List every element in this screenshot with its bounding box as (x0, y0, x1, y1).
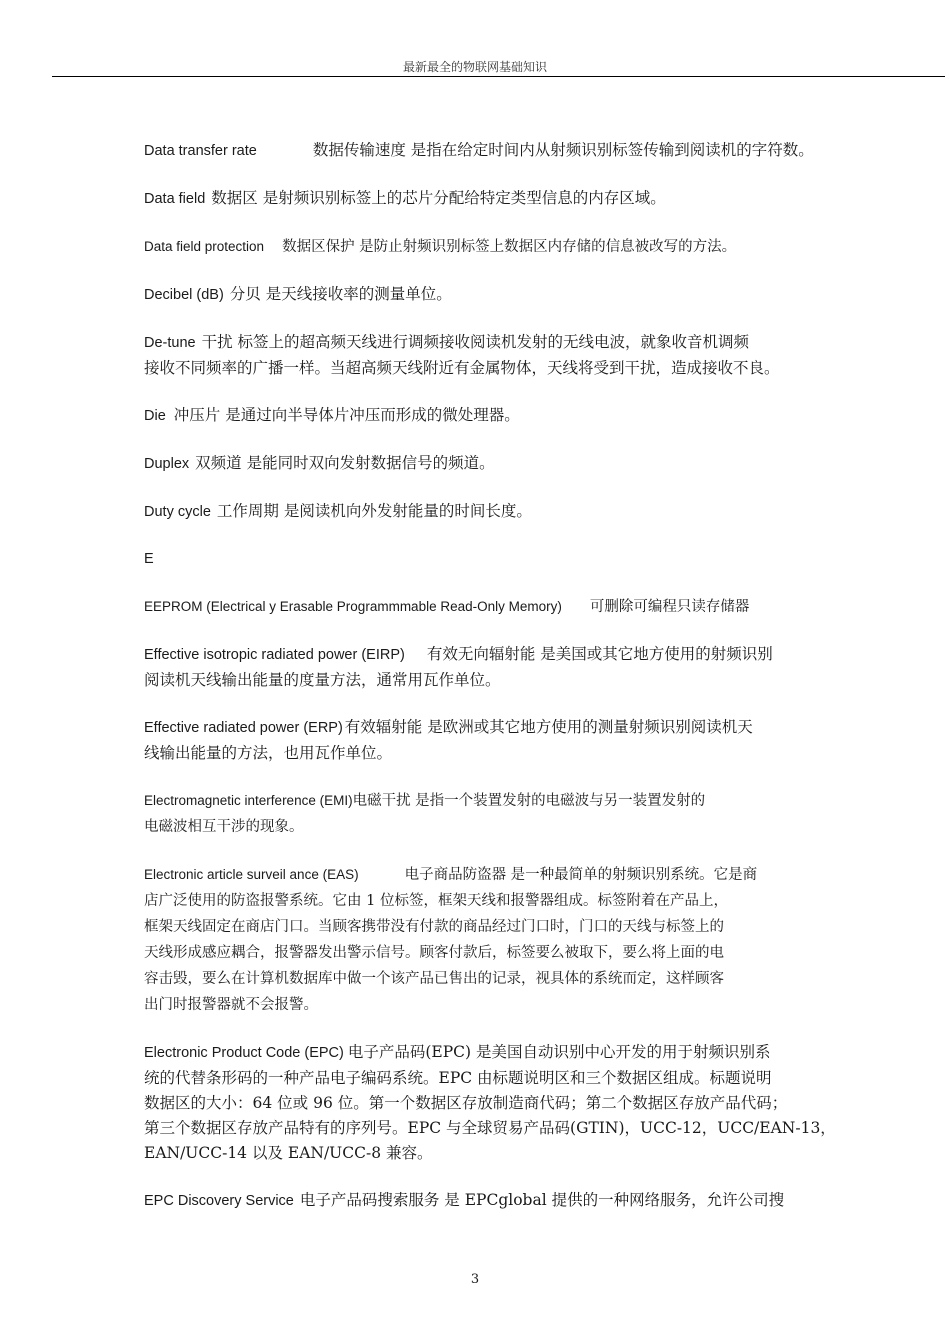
header-rule (52, 76, 945, 77)
entry-term: De-tune (144, 335, 196, 351)
glossary-entry-de-tune (144, 330, 904, 381)
glossary-content (144, 138, 904, 1236)
entry-definition: 分贝 是天线接收率的测量单位。 (229, 285, 452, 303)
glossary-entry-eirp (144, 642, 904, 693)
glossary-entry-die (144, 403, 904, 429)
glossary-entry-epc-discovery-service (144, 1188, 904, 1214)
page-number: 3 (470, 1272, 480, 1287)
entry-term: Effective isotropic radiated power (EIRP) (144, 647, 405, 663)
entry-term: Electronic Product Code (EPC) (144, 1045, 344, 1061)
entry-definition: 电子产品码(EPC) 是美国自动识别中心开发的用于射频识别系 统的代替条形码的一种产品电子编码系统。EPC 由标题说明区和三个数据区组成。标题说明 数据区的大小：64 位或 96 位。第一个数据区存放制造商代码；第二个数据区存放产品代码； 第三个数据区存放产品特有的序列号。EPC 与全球贸易产品码(GTIN)，UCC-12，UCC/EAN-13， EAN/UCC-14 以及 EAN/UCC-8 兼容。 (144, 1043, 836, 1162)
page-header (0, 58, 950, 75)
entry-term: Duty cycle (144, 504, 211, 520)
glossary-entry-eas (144, 862, 904, 1018)
entry-term: Duplex (144, 456, 190, 472)
entry-definition: 冲压片 是通过向半导体片冲压而形成的微处理器。 (173, 406, 520, 424)
entry-definition: 有效辐射能 是欧洲或其它地方使用的测量射频识别阅读机天 线输出能量的方法，也用瓦作单位。 (144, 718, 753, 762)
entry-definition: 有效无向辐射能 是美国或其它地方使用的射频识别 阅读机天线输出能量的度量方法，通常用瓦作单位。 (144, 645, 773, 689)
entry-definition: 电子商品防盗器 是一种最简单的射频识别系统。它是商 店广泛使用的防盗报警系统。它由 1 位标签，框架天线和报警器组成。标签附着在产品上， 框架天线固定在商店门口。当顾客携带没有付款的商品经过门口时，门口的天线与标签上的 天线形成感应耦合，报警器发出警示信号。顾客付款后，标签要么被取下，要么将上面的电 容击毁，要么在计算机数据库中做一个该产品已售出的记录，视具体的系统而定，这样顾客 出门时报警器就不会报警。 (144, 867, 758, 1013)
entry-term: Data field protection (144, 239, 265, 254)
entry-definition: 可删除可编程只读存储器 (589, 599, 750, 615)
entry-definition: 数据区保护 是防止射频识别标签上数据区内存储的信息被改写的方法。 (282, 239, 737, 255)
entry-term: Electromagnetic interference (EMI) (144, 793, 353, 808)
glossary-entry-data-field (144, 186, 904, 212)
glossary-entry-epc (144, 1040, 904, 1166)
entry-definition: 数据区 是射频识别标签上的芯片分配给特定类型信息的内存区域。 (211, 189, 666, 207)
glossary-entry-erp (144, 715, 904, 766)
entry-term: Die (144, 408, 166, 424)
glossary-entry-eeprom (144, 594, 904, 620)
entry-term: EEPROM (Electrical y Erasable Programmmable Read-Only Memory) (144, 599, 562, 614)
entry-definition: 工作周期 是阅读机向外发射能量的时间长度。 (216, 502, 532, 520)
glossary-entry-duty-cycle (144, 499, 904, 525)
entry-definition: 电磁干扰 是指一个装置发射的电磁波与另一装置发射的 电磁波相互干涉的现象。 (144, 793, 706, 835)
section-letter: E (144, 551, 154, 567)
entry-term: Data field (144, 191, 206, 207)
entry-term: Effective radiated power (ERP) (144, 720, 343, 736)
glossary-entry-data-field-protection (144, 234, 904, 260)
entry-term: Decibel (dB) (144, 287, 224, 303)
header-title: 最新最全的物联网基础知识 (402, 60, 547, 74)
glossary-entry-decibel (144, 282, 904, 308)
glossary-entry-data-transfer-rate (144, 138, 904, 164)
entry-definition: 数据传输速度 是指在给定时间内从射频识别标签传输到阅读机的字符数。 (312, 141, 814, 159)
page-footer (0, 1272, 950, 1287)
glossary-entry-emi (144, 788, 904, 840)
entry-term: Data transfer rate (144, 143, 257, 159)
glossary-entry-duplex (144, 451, 904, 477)
entry-definition: 干扰 标签上的超高频天线进行调频接收阅读机发射的无线电波，就象收音机调频 接收不同频率的广播一样。当超高频天线附近有金属物体，天线将受到干扰，造成接收不良。 (144, 333, 780, 377)
entry-term: Electronic article surveil ance (EAS) (144, 867, 359, 882)
entry-term: EPC Discovery Service (144, 1193, 294, 1209)
entry-definition: 电子产品码搜索服务 是 EPCglobal 提供的一种网络服务，允许公司搜 (299, 1191, 785, 1209)
entry-definition: 双频道 是能同时双向发射数据信号的频道。 (195, 454, 495, 472)
